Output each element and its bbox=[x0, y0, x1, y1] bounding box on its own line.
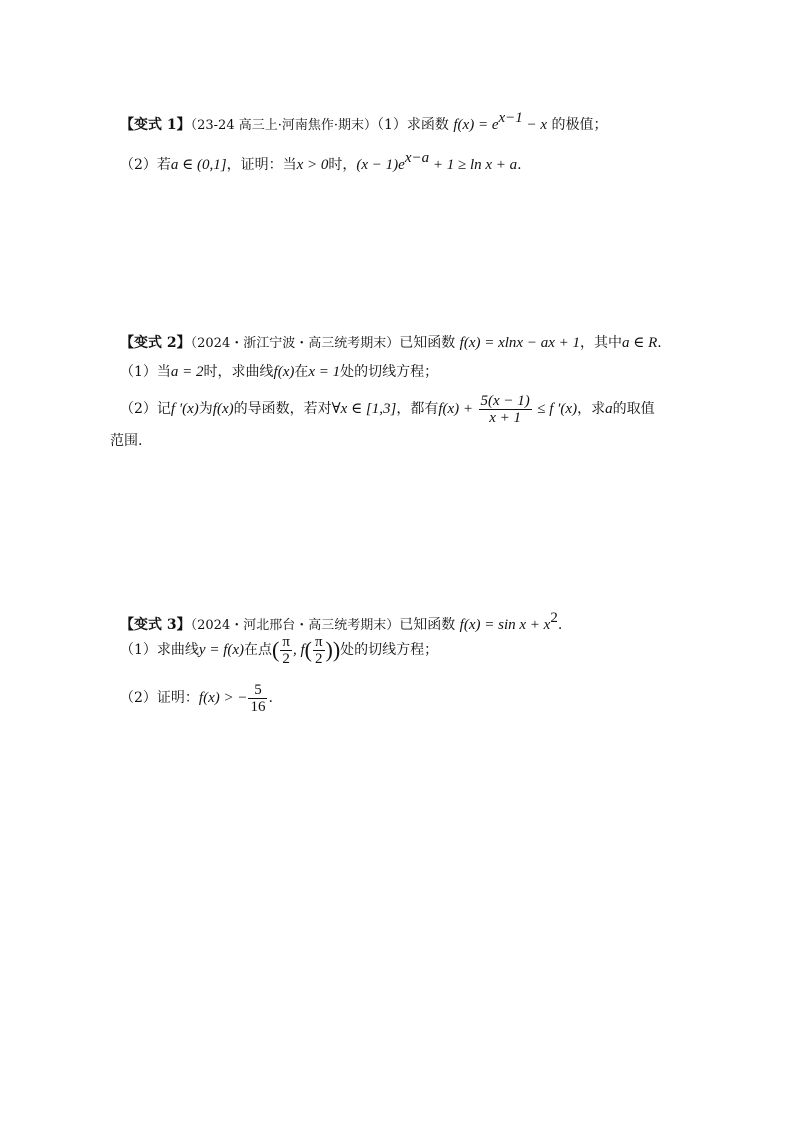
problem1-part2-expr: (x − 1)e bbox=[356, 157, 405, 173]
problem3-paren-open: ( bbox=[272, 637, 280, 662]
problem2-fraction-num: 5(x − 1) bbox=[480, 392, 530, 409]
problem2-part2-rhs: ≤ f ′(x) bbox=[537, 401, 578, 417]
problem3-part1-suffix: 处的切线方程； bbox=[340, 642, 439, 658]
problem3-frac-pi-2a bbox=[280, 634, 292, 667]
problem3-tag: 【变式 3】 bbox=[120, 617, 191, 633]
problem1-part1-prefix: （1）求函数 bbox=[377, 117, 449, 133]
problem2-line4 bbox=[110, 431, 694, 451]
problem3-frac-pi-a: π bbox=[282, 633, 290, 650]
problem2-part2-cont: 范围. bbox=[110, 433, 143, 449]
problem3-frac-pi-b: π bbox=[314, 633, 323, 650]
problem3-comma-f: , f bbox=[292, 642, 305, 658]
problem2-part2-mid3: ，都有 bbox=[396, 401, 439, 417]
problem2-part2-prefix: （2）记 bbox=[120, 401, 171, 417]
problem1-part2-sup: x−a bbox=[404, 150, 430, 166]
problem1-part2-cond: a ∈ (0,1] bbox=[170, 157, 227, 173]
problem2-part1-prefix: （1）当 bbox=[120, 364, 171, 380]
problem2-line1 bbox=[120, 333, 694, 354]
problem3-part1-mid: 在点 bbox=[244, 642, 273, 658]
problem1-part2-end: . bbox=[517, 157, 522, 173]
problem2-part1-mid2: 在 bbox=[294, 364, 309, 380]
problem3-func-sup: 2 bbox=[550, 610, 558, 626]
problem3-part2-expr: f(x) > − bbox=[198, 690, 248, 706]
problem3-part2-end: . bbox=[268, 690, 273, 706]
problem3-part2-prefix: （2）证明： bbox=[120, 690, 199, 706]
problem1-part2-mid2: 时， bbox=[328, 157, 357, 173]
problem2-part1-suffix: 处的切线方程； bbox=[340, 364, 439, 380]
problem3-fraction-num: 5 bbox=[248, 682, 267, 699]
problem3-line3 bbox=[120, 678, 694, 718]
problem3-part1-curve: y = f(x) bbox=[198, 642, 245, 658]
problem1-part2-mid: ，证明：当 bbox=[226, 157, 297, 173]
problem1-source: （23-24 高三上·河南焦作·期末） bbox=[190, 118, 377, 133]
problem2-func: f(x) = xlnx − ax + 1 bbox=[459, 335, 580, 351]
problem3-part1-prefix: （1）求曲线 bbox=[120, 642, 199, 658]
problem2-line3 bbox=[120, 391, 694, 427]
problem2-part1-f: f(x) bbox=[273, 364, 295, 380]
problem3-source: （2024・河北邢台・高三统考期末） bbox=[190, 618, 400, 633]
problem2-part1-mid: 时，求曲线 bbox=[203, 364, 274, 380]
problem2-part2-fp: f ′(x) bbox=[170, 401, 199, 417]
problem2-source: （2024・浙江宁波・高三统考期末） bbox=[190, 336, 400, 351]
problem1-part1-sup: x−1 bbox=[498, 110, 523, 126]
problem3-frac-two-b: 2 bbox=[314, 650, 323, 667]
problem2-part2-f: f(x) bbox=[212, 401, 234, 417]
problem3-line2 bbox=[120, 630, 694, 670]
problem1-tag: 【变式 1】 bbox=[120, 117, 191, 133]
problem1-part1-expr2: − x bbox=[522, 117, 548, 133]
problem2-cond: a ∈ R bbox=[622, 335, 658, 351]
problem1-part2-expr2: + 1 ≥ ln x + a bbox=[429, 157, 518, 173]
problem1-line2 bbox=[120, 148, 694, 175]
problem1-part1-suffix: 的极值； bbox=[551, 117, 608, 133]
problem2-part2-mid4: ，求 bbox=[577, 401, 606, 417]
problem3-paren-close: ) bbox=[332, 637, 341, 662]
problem3-paren-inner-close: ) bbox=[325, 637, 333, 662]
problem3-func: f(x) = sin x + x bbox=[459, 617, 551, 633]
problem3-frac-two-a: 2 bbox=[282, 650, 290, 667]
problem1-part1-expr: f(x) = e bbox=[453, 117, 499, 133]
problem2-fraction bbox=[479, 393, 532, 426]
problem2-tag: 【变式 2】 bbox=[120, 335, 191, 351]
problem1-part2-prefix: （2）若 bbox=[120, 157, 171, 173]
problem2-part2-lhs: f(x) + bbox=[438, 401, 474, 417]
problem1-part2-cond2: x > 0 bbox=[296, 157, 329, 173]
problem2-fraction-den: x + 1 bbox=[489, 409, 522, 426]
problem2-intro: 已知函数 bbox=[399, 335, 456, 351]
problem2-intro2: ，其中 bbox=[580, 335, 622, 351]
problem3-fraction bbox=[248, 682, 267, 715]
problem2-part2-cond: ∀x ∈ [1,3] bbox=[331, 401, 397, 417]
problem2-end: . bbox=[657, 335, 662, 351]
problem2-line2 bbox=[120, 362, 694, 382]
problem2-part1-cond: a = 2 bbox=[170, 364, 204, 380]
problem3-paren-inner-open: ( bbox=[304, 637, 312, 662]
problem1-line1 bbox=[120, 108, 694, 136]
problem2-part2-suffix: 的取值 bbox=[612, 401, 655, 417]
problem2-part2-a: a bbox=[605, 401, 613, 417]
problem3-frac-pi-2b bbox=[313, 634, 325, 667]
problem3-end: . bbox=[557, 617, 563, 633]
problem2-part1-x: x = 1 bbox=[308, 364, 341, 380]
problem3-fraction-den: 16 bbox=[250, 698, 266, 715]
problem2-part2-mid2: 的导函数，若对 bbox=[233, 401, 332, 417]
problem2-part2-mid: 为 bbox=[198, 401, 213, 417]
problem3-intro: 已知函数 bbox=[399, 617, 456, 633]
